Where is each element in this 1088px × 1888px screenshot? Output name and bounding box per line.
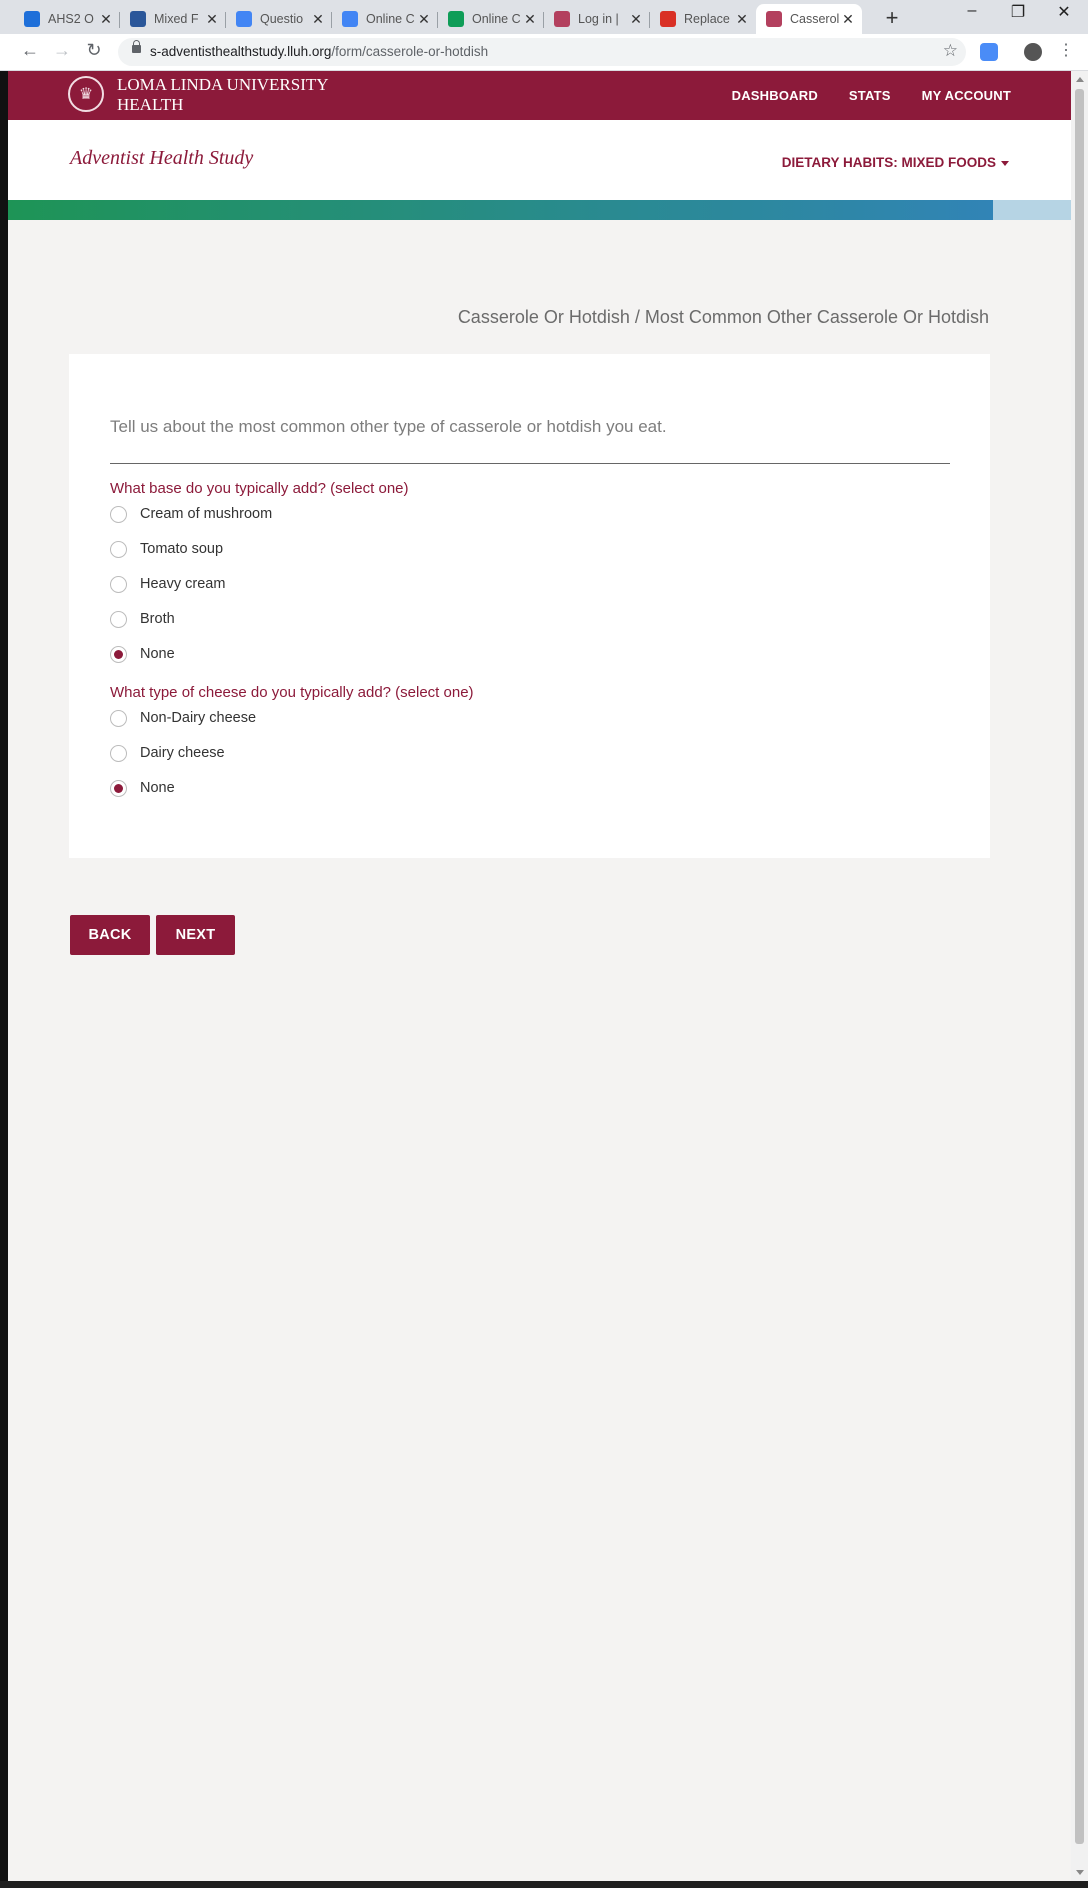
tab-favicon-icon [660, 11, 676, 27]
tab-title: Online C [366, 12, 415, 26]
radio-option[interactable] [110, 538, 223, 560]
address-bar[interactable] [118, 38, 966, 66]
top-nav [8, 71, 1071, 120]
tab-favicon-icon [236, 11, 252, 27]
tab-close-icon[interactable]: ✕ [736, 10, 748, 27]
scroll-up-icon[interactable] [1076, 77, 1084, 82]
url-text: s-adventisthealthstudy.lluh.org/form/casserole-or-hotdish [150, 44, 489, 59]
question-group-label: What base do you typically add? (select one) [110, 480, 409, 497]
radio-button[interactable] [110, 541, 127, 558]
site-logo-text[interactable]: LOMA LINDA UNIVERSITY HEALTH [117, 75, 328, 114]
radio-label: None [140, 780, 175, 796]
browser-tab[interactable] [438, 4, 544, 34]
radio-label: Tomato soup [140, 541, 224, 557]
tab-favicon-icon [130, 11, 146, 27]
new-tab-button[interactable]: + [885, 5, 899, 30]
tab-title: Casserol [790, 12, 840, 26]
study-name[interactable]: Adventist Health Study [70, 147, 254, 169]
radio-button[interactable] [110, 646, 127, 663]
browser-tab[interactable] [332, 4, 438, 34]
radio-button[interactable] [110, 506, 127, 523]
radio-option[interactable] [110, 643, 175, 665]
nav-link[interactable]: MY ACCOUNT [921, 88, 1011, 103]
page-scrollbar[interactable] [1071, 71, 1088, 1881]
tab-title: AHS2 O [48, 12, 94, 26]
radio-option[interactable] [110, 777, 175, 799]
close-window-icon[interactable]: ✕ [1057, 4, 1071, 21]
progress-bar [8, 200, 1071, 220]
radio-button[interactable] [110, 710, 127, 727]
scrollbar-thumb[interactable] [1075, 89, 1084, 1844]
tab-title: Mixed F [154, 12, 199, 26]
tab-favicon-icon [448, 11, 464, 27]
sub-header [8, 120, 1071, 200]
next-button[interactable]: NEXT [156, 915, 235, 955]
tab-favicon-icon [766, 11, 782, 27]
tab-close-icon[interactable]: ✕ [524, 10, 536, 27]
browser-tab[interactable] [120, 4, 226, 34]
radio-label: Heavy cream [140, 576, 226, 592]
restore-icon[interactable]: ❐ [1010, 4, 1026, 21]
radio-button[interactable] [110, 780, 127, 797]
tab-favicon-icon [24, 11, 40, 27]
section-dropdown-label: DIETARY HABITS: MIXED FOODS [781, 155, 996, 170]
divider [110, 463, 950, 464]
tab-close-icon[interactable]: ✕ [206, 10, 218, 27]
nav-links [732, 88, 1011, 103]
back-arrow-icon[interactable]: ← [21, 40, 39, 60]
nav-link[interactable]: STATS [848, 88, 891, 103]
window-edge [0, 71, 8, 1881]
reload-icon[interactable]: ↻ [86, 40, 102, 60]
question-text: Tell us about the most common other type of casserole or hotdish you eat. [110, 417, 667, 436]
radio-option[interactable] [110, 503, 272, 525]
tab-close-icon[interactable]: ✕ [312, 10, 324, 27]
question-group-label: What type of cheese do you typically add? (select one) [110, 684, 474, 701]
minimize-icon[interactable]: – [967, 2, 977, 19]
radio-button[interactable] [110, 745, 127, 762]
os-taskbar [0, 1881, 1088, 1888]
browser-tab[interactable] [756, 4, 862, 34]
radio-option[interactable] [110, 742, 225, 764]
progress-fill [8, 200, 993, 220]
browser-menu-icon[interactable]: ⋮ [1058, 42, 1074, 59]
tab-close-icon[interactable]: ✕ [418, 10, 430, 27]
tab-title: Log in | [578, 12, 619, 26]
caret-down-icon [1001, 161, 1009, 166]
radio-option[interactable] [110, 707, 256, 729]
tab-title: Online C [472, 12, 521, 26]
radio-label: None [140, 646, 175, 662]
question-card [69, 354, 990, 858]
browser-tab[interactable] [544, 4, 650, 34]
lock-icon [132, 45, 141, 53]
profile-avatar-icon[interactable] [1024, 43, 1042, 61]
browser-tab[interactable] [226, 4, 332, 34]
browser-tab[interactable] [650, 4, 756, 34]
scroll-down-icon[interactable] [1076, 1870, 1084, 1875]
tab-title: Questio [260, 12, 304, 26]
radio-label: Dairy cheese [140, 745, 225, 761]
tab-close-icon[interactable]: ✕ [842, 10, 854, 27]
radio-label: Broth [140, 611, 175, 627]
radio-label: Non-Dairy cheese [140, 710, 257, 726]
radio-option[interactable] [110, 573, 225, 595]
section-dropdown[interactable] [782, 155, 1009, 170]
radio-label: Cream of mushroom [140, 506, 273, 522]
llu-seal-icon: ♛ [68, 76, 104, 112]
radio-button[interactable] [110, 611, 127, 628]
back-button[interactable]: BACK [70, 915, 150, 955]
nav-link[interactable]: DASHBOARD [731, 88, 818, 103]
browser-toolbar [0, 34, 1088, 71]
browser-tab-strip [0, 0, 1088, 34]
breadcrumb: Casserole Or Hotdish / Most Common Other Casserole Or Hotdish [457, 307, 989, 327]
tab-close-icon[interactable]: ✕ [630, 10, 642, 27]
tab-favicon-icon [554, 11, 570, 27]
tab-favicon-icon [342, 11, 358, 27]
radio-button[interactable] [110, 576, 127, 593]
tab-title: Replace [684, 12, 730, 26]
browser-tab[interactable] [14, 4, 120, 34]
radio-option[interactable] [110, 608, 175, 630]
tab-close-icon[interactable]: ✕ [100, 10, 112, 27]
page [8, 71, 1071, 1881]
forward-arrow-icon[interactable]: → [53, 40, 71, 60]
bookmark-star-icon[interactable]: ☆ [942, 41, 958, 60]
zoom-extension-icon[interactable] [980, 43, 998, 61]
